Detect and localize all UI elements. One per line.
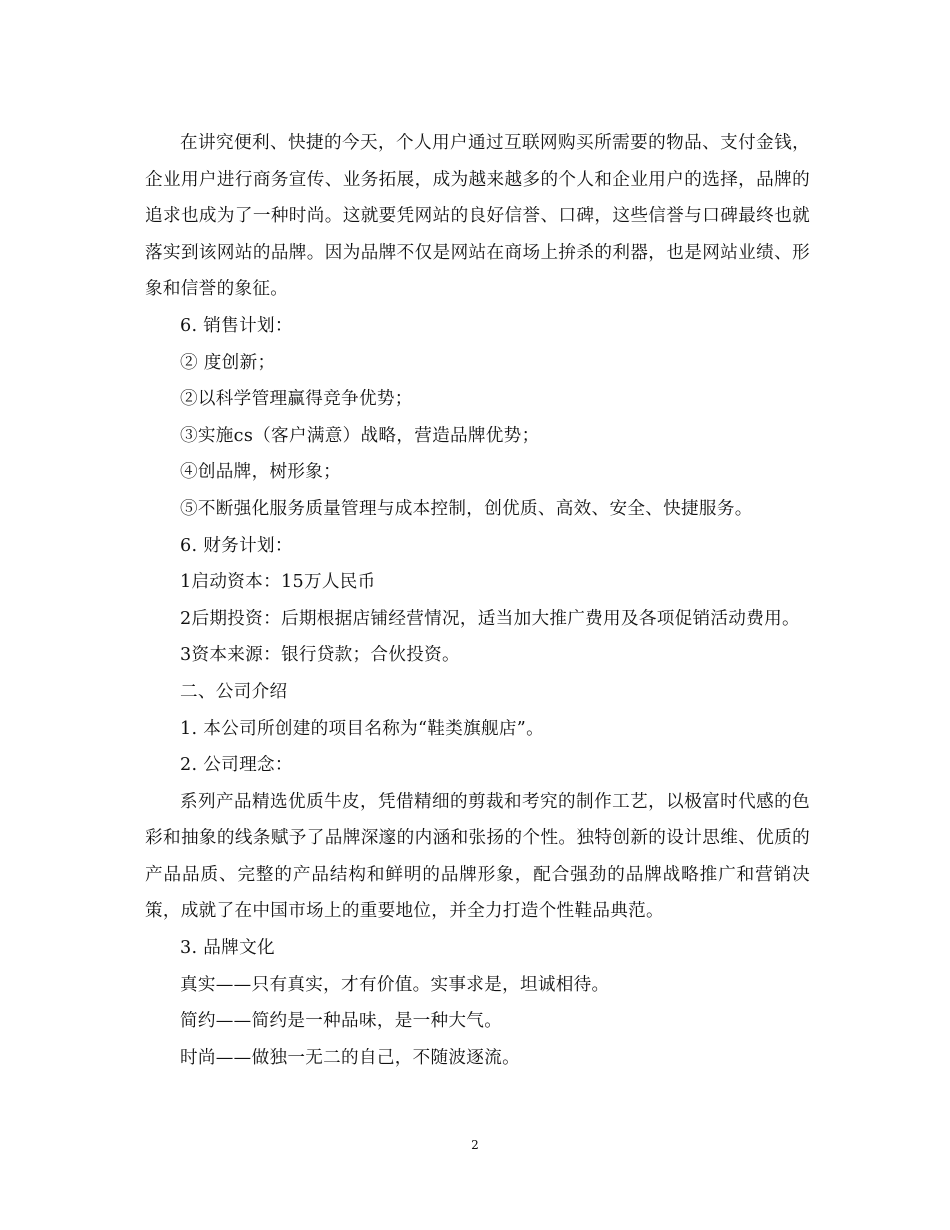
list-item: ②以科学管理赢得竞争优势； [180,389,413,410]
page-body [145,125,810,1076]
list-item: ③实施cs（客户满意）战略，营造品牌优势； [180,425,540,446]
list-item: 时尚——做独一无二的自己，不随波逐流。 [180,1047,520,1068]
heading-financial-plan: 6. 财务计划： [180,535,293,556]
list-item: 3资本来源：银行贷款；合伙投资。 [180,645,460,666]
list-item: 1. 本公司所创建的项目名称为“鞋类旗舰店”。 [180,718,544,739]
list-item: ④创品牌，树形象； [180,462,342,483]
heading-sales-plan: 6. 销售计划： [180,315,293,336]
list-item: 1启动资本：15万人民币 [180,572,376,593]
paragraph-philosophy: 系列产品精选优质牛皮，凭借精细的剪裁和考究的制作工艺，以极富时代感的色彩和抽象的线条赋予了品牌深邃的内涵和张扬的个性。独特创新的设计思维、优质的产品品质、完整的产品结构和鲜明的品牌形象，配合强劲的品牌战略推广和营销决策，成就了在中国市场上的重要地位，并全力打造个性鞋品典范。 [145,791,810,922]
paragraph-intro: 在讲究便利、快捷的今天，个人用户通过互联网购买所需要的物品、支付金钱，企业用户进行商务宣传、业务拓展，成为越来越多的个人和企业用户的选择，品牌的追求也成为了一种时尚。这就要凭网站的良好信誉、口碑，这些信誉与口碑最终也就落实到该网站的品牌。因为品牌不仅是网站在商场上拚杀的利器，也是网站业绩、形象和信誉的象征。 [145,133,810,300]
list-item: ② 度创新； [180,352,276,373]
heading-company-philosophy: 2. 公司理念： [180,755,293,776]
list-item: 简约——简约是一种品味，是一种大气。 [180,1011,503,1032]
list-item: 真实——只有真实，才有价值。实事求是，坦诚相待。 [180,974,610,995]
page-number: 2 [471,1138,479,1152]
heading-brand-culture: 3. 品牌文化 [180,938,275,959]
heading-company-intro: 二、公司介绍 [180,681,288,702]
list-item: ⑤不断强化服务质量管理与成本控制，创优质、高效、安全、快捷服务。 [180,498,753,519]
list-item: 2后期投资：后期根据店铺经营情况，适当加大推广费用及各项促销活动费用。 [180,608,800,629]
